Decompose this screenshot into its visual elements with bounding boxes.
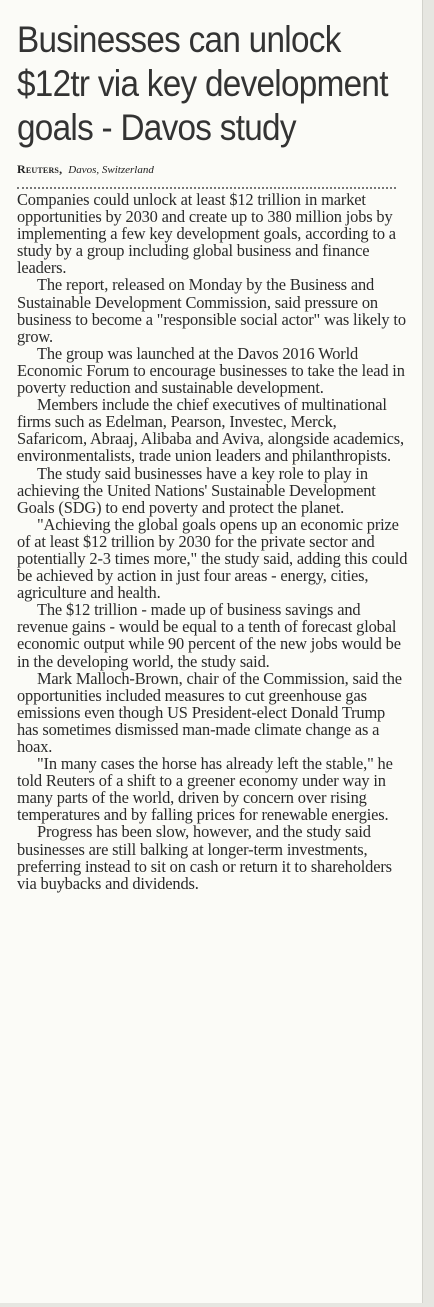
- article-byline: [17, 161, 408, 178]
- byline-agency: Reuters,: [17, 162, 63, 176]
- article-headline: Businesses can unlock $12tr via key development goals - Davos study: [17, 19, 388, 148]
- byline-location: Davos, Switzerland: [68, 164, 154, 176]
- article-paragraph: The $12 trillion - made up of business savings and revenue gains - would be equal to a tenth of forecast global economic output while 90 percent of the new jobs would be in the developing world, the study said.: [17, 600, 401, 671]
- dotted-divider: [17, 187, 396, 189]
- article-paragraph: "Achieving the global goals opens up an economic prize of at least $12 trillion by 2030 for the private sector and potentially 2-3 times more," the study said, adding this could be achieved by action in just four areas - energy, cities, agriculture and health.: [17, 514, 408, 603]
- article-paragraph: Companies could unlock at least $12 trillion in market opportunities by 2030 and create up to 380 million jobs by implementing a few key development goals, according to a study by a group including global business and finance leaders.: [17, 190, 396, 278]
- article-paragraph: Mark Malloch-Brown, chair of the Commission, said the opportunities included measures to cut greenhouse gas emissions even though US President-elect Donald Trump has sometimes dismissed man-made climate change as a hoax.: [17, 668, 402, 756]
- article-paragraph: The group was launched at the Davos 2016 World Economic Forum to encourage businesses to take the lead in poverty reduction and sustainable development.: [17, 343, 405, 398]
- article-paragraph: The study said businesses have a key role to play in achieving the United Nations' Sustainable Development Goals (SDG) to end poverty and protect the planet.: [17, 463, 376, 517]
- article-paragraph: The report, released on Monday by the Business and Sustainable Development Commission, said pressure on business to become a "responsible social actor" was likely to grow.: [17, 275, 406, 346]
- article-paragraph: "In many cases the horse has already left the stable," he told Reuters of a shift to a greener economy under way in many parts of the world, driven by concern over rising temperatures and by falling prices for renewable energies.: [17, 754, 393, 825]
- article-paragraph: Progress has been slow, however, and the study said businesses are still balking at longer-term investments, preferring instead to sit on cash or return it to shareholders via buybacks and dividends.: [17, 822, 392, 893]
- article-body: [17, 191, 408, 892]
- article-paragraph: Members include the chief executives of multinational firms such as Edelman, Pearson, Investec, Merck, Safaricom, Abraaj, Alibaba and Aviva, alongside academics, environmentalists, trade union leaders and philanthropists.: [17, 395, 404, 466]
